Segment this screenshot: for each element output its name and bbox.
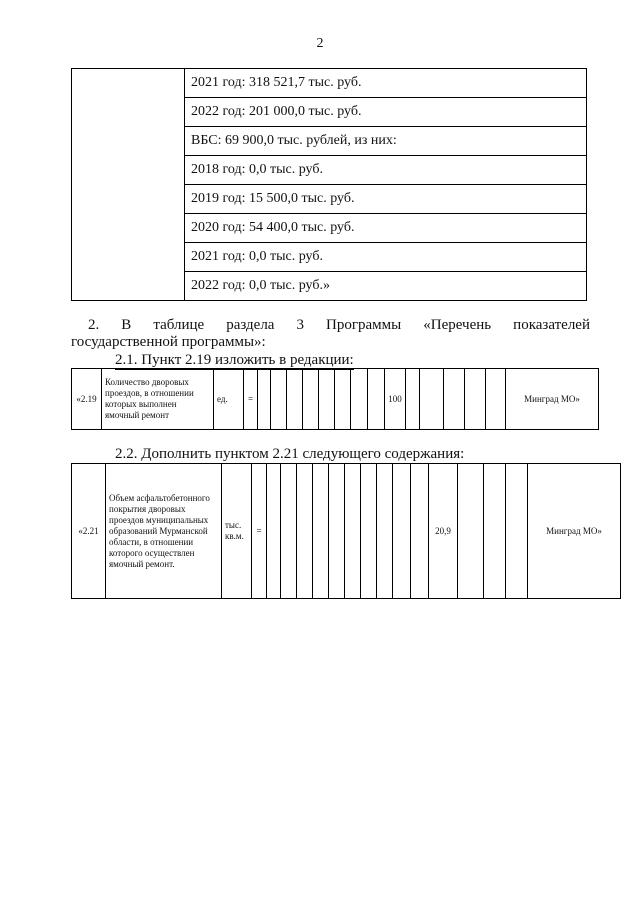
equals-mark: = — [244, 369, 258, 430]
financing-row-text: 2020 год: 54 400,0 тыс. руб. — [185, 214, 587, 243]
word: раздела — [226, 317, 275, 333]
empty-cell — [458, 464, 484, 599]
empty-cell — [393, 464, 411, 599]
financing-row-text: 2018 год: 0,0 тыс. руб. — [185, 156, 587, 185]
financing-row-text: ВБС: 69 900,0 тыс. рублей, из них: — [185, 127, 587, 156]
word: 3 — [296, 317, 304, 333]
indicator-name: Количество дворовых проездов, в отношении которых выполнен ямочный ремонт — [102, 369, 214, 430]
financing-row-text: 2019 год: 15 500,0 тыс. руб. — [185, 185, 587, 214]
item-2-2-heading — [115, 446, 464, 464]
empty-cell — [258, 369, 271, 430]
indicator-name: Объем асфальтобетонного покрытия дворовых проездов муниципальных образований Мурманской области, в отношении которого осуществлен ямочный ремонт. — [106, 464, 222, 599]
empty-cell — [506, 464, 528, 599]
empty-cell — [281, 464, 297, 599]
word: Программы — [326, 317, 402, 333]
financing-row-text: 2022 год: 201 000,0 тыс. руб. — [185, 98, 587, 127]
word: 2. — [88, 317, 100, 333]
empty-cell — [345, 464, 361, 599]
item-2-2-text: 2.2. Дополнить пунктом 2.21 следующего содержания: — [115, 446, 465, 462]
empty-cell — [335, 369, 351, 430]
empty-cell — [368, 369, 385, 430]
empty-cell — [313, 464, 329, 599]
empty-cell — [351, 369, 368, 430]
empty-cell — [287, 369, 303, 430]
empty-cell — [267, 464, 281, 599]
unit-of-measure: ед. — [214, 369, 244, 430]
equals-mark: = — [252, 464, 267, 599]
page-number: 2 — [316, 36, 324, 51]
indicator-value: 100 — [385, 369, 406, 430]
empty-cell — [72, 69, 185, 301]
row-number: «2.21 — [72, 464, 106, 599]
empty-cell — [297, 464, 313, 599]
empty-cell — [361, 464, 377, 599]
empty-cell — [411, 464, 429, 599]
table-row — [72, 369, 599, 430]
item-2-1-text: 2.1. Пункт 2.19 изложить в редакции: — [115, 352, 354, 368]
word: «Перечень — [423, 317, 492, 333]
item-2-text-line-1 — [88, 317, 590, 334]
financing-row-text: 2022 год: 0,0 тыс. руб.» — [185, 272, 587, 301]
indicator-table-2-19 — [71, 368, 599, 430]
empty-cell — [303, 369, 319, 430]
empty-cell — [444, 369, 465, 430]
indicator-table-2-21 — [71, 463, 621, 599]
responsible-body: Минград МО» — [506, 369, 599, 430]
row-number: «2.19 — [72, 369, 102, 430]
word: таблице — [153, 317, 205, 333]
table-row — [72, 69, 587, 98]
financing-row-text: 2021 год: 0,0 тыс. руб. — [185, 243, 587, 272]
word: В — [121, 317, 132, 333]
empty-cell — [329, 464, 345, 599]
financing-table — [71, 68, 587, 301]
empty-cell — [377, 464, 393, 599]
empty-cell — [486, 369, 506, 430]
empty-cell — [484, 464, 506, 599]
financing-row-text: 2021 год: 318 521,7 тыс. руб. — [185, 69, 587, 98]
empty-cell — [319, 369, 335, 430]
empty-cell — [420, 369, 444, 430]
empty-cell — [465, 369, 486, 430]
empty-cell — [406, 369, 420, 430]
table-row — [72, 464, 621, 599]
item-2-text-line-2: государственной программы»: — [71, 334, 266, 350]
word: показателей — [513, 317, 590, 333]
indicator-value: 20,9 — [429, 464, 458, 599]
responsible-body: Минград МО» — [528, 464, 621, 599]
empty-cell — [271, 369, 287, 430]
unit-of-measure: тыс. кв.м. — [222, 464, 252, 599]
